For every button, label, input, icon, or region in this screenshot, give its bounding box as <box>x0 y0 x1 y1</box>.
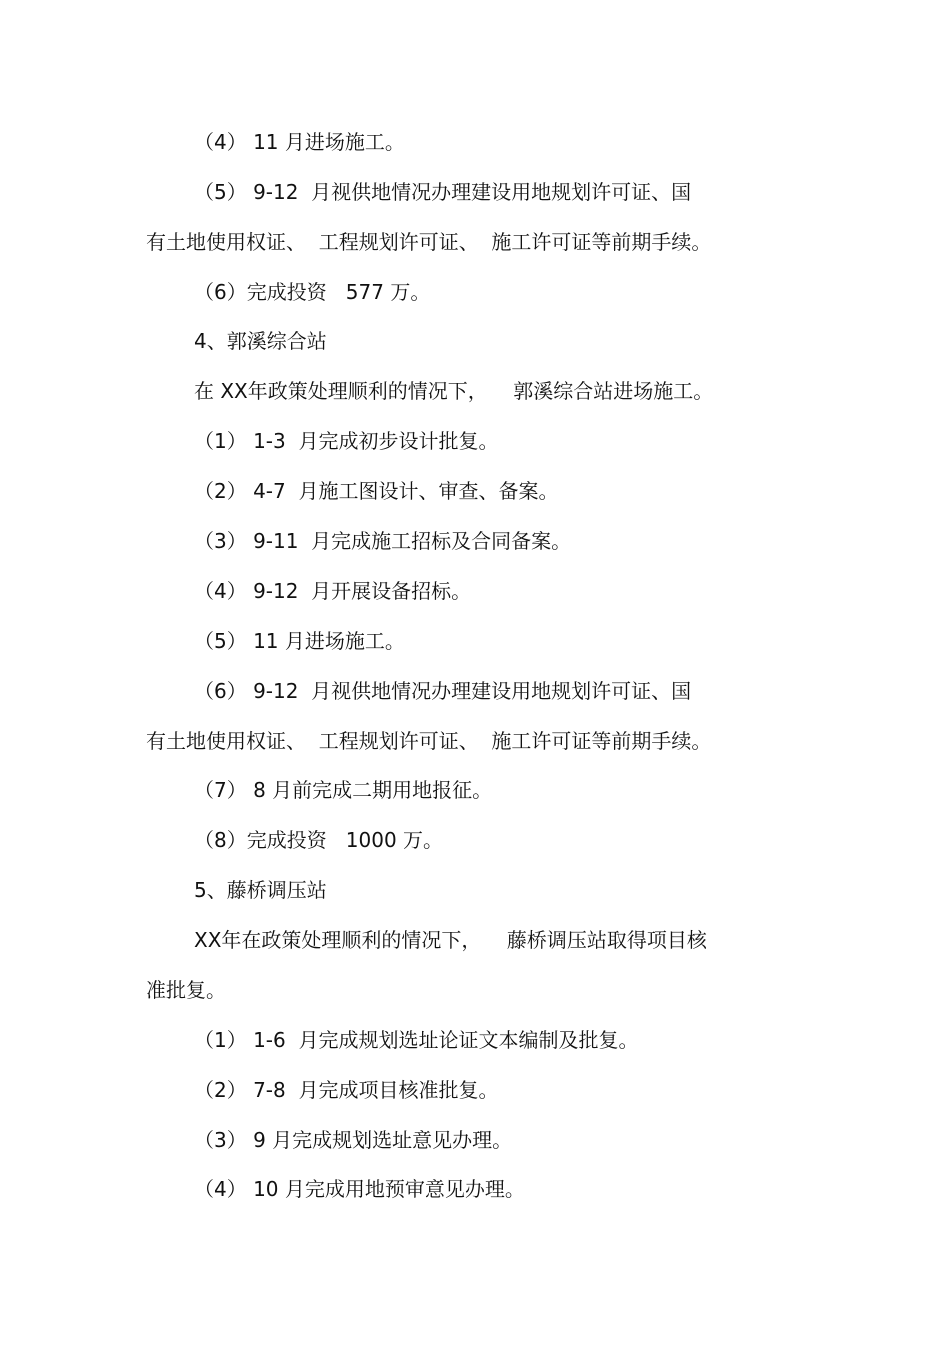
section-heading: 5、藤桥调压站 <box>194 878 327 902</box>
text-line: （4） 9-12 月开展设备招标。 <box>194 579 472 603</box>
text-line: （3） 9-11 月完成施工招标及合同备案。 <box>194 529 572 553</box>
text-line: （4） 11 月进场施工。 <box>194 130 405 154</box>
text-line: 准批复。 <box>146 978 226 1002</box>
text-line: 有土地使用权证、 工程规划许可证、 施工许可证等前期手续。 <box>146 729 712 753</box>
text-line: XX年在政策处理顺利的情况下， 藤桥调压站取得项目核 <box>194 928 707 952</box>
text-line: （6）完成投资 577 万。 <box>194 280 431 304</box>
text-line: （4） 10 月完成用地预审意见办理。 <box>194 1177 525 1201</box>
text-line: （1） 1-6 月完成规划选址论证文本编制及批复。 <box>194 1028 639 1052</box>
text-line: （5） 11 月进场施工。 <box>194 629 405 653</box>
text-line: （6） 9-12 月视供地情况办理建设用地规划许可证、国 <box>194 679 692 703</box>
text-line: （8）完成投资 1000 万。 <box>194 828 444 852</box>
text-line: （5） 9-12 月视供地情况办理建设用地规划许可证、国 <box>194 180 692 204</box>
text-line: （1） 1-3 月完成初步设计批复。 <box>194 429 499 453</box>
text-line: 有土地使用权证、 工程规划许可证、 施工许可证等前期手续。 <box>146 230 712 254</box>
text-line: （2） 4-7 月施工图设计、审查、备案。 <box>194 479 559 503</box>
section-heading: 4、郭溪综合站 <box>194 329 327 353</box>
text-line: （3） 9 月完成规划选址意见办理。 <box>194 1128 513 1152</box>
text-line: （2） 7-8 月完成项目核准批复。 <box>194 1078 499 1102</box>
text-line: 在 XX年政策处理顺利的情况下， 郭溪综合站进场施工。 <box>194 379 714 403</box>
text-line: （7） 8 月前完成二期用地报征。 <box>194 778 493 802</box>
